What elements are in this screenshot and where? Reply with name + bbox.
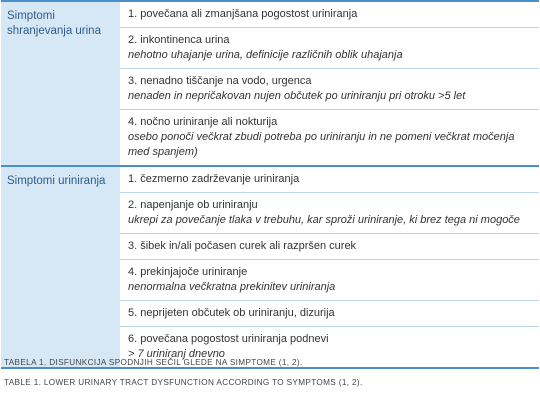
row-title: 6. povečana pogostost uriniranja podnevi <box>128 333 329 345</box>
row-title: 4. prekinjajoče uriniranje <box>128 266 248 278</box>
table-caption-slovenian: TABELA 1. DISFUNKCIJA SPODNJIH SEČIL GLEDE NA SIMPTOME (1, 2). <box>4 358 303 367</box>
row-description: osebo ponoči večkrat zbudi potreba po uriniranju in ne pomeni večkrat močenja med spanjem) <box>128 131 515 158</box>
row-title: 4. nočno uriniranje ali nokturija <box>128 116 278 128</box>
row-description: nenormalna večkratna prekinitev uriniranja <box>128 281 336 293</box>
table-caption-english: TABLE 1. LOWER URINARY TRACT DYSFUNCTION ACCORDING TO SYMPTOMS (1, 2). <box>4 378 363 387</box>
row-description: nenaden in nepričakovan nujen občutek po uriniranju pri otroku >5 let <box>128 90 466 102</box>
group-storage-symptoms <box>1 2 539 165</box>
group-voiding-symptoms <box>1 165 539 367</box>
table-row <box>120 301 539 327</box>
table-bottom-rule <box>1 367 539 369</box>
group-rows <box>120 2 539 165</box>
row-title: 3. nenadno tiščanje na vodo, urgenca <box>128 75 312 87</box>
table-row <box>120 167 539 193</box>
row-title: 5. neprijeten občutek ob uriniranju, dizurija <box>128 307 335 319</box>
table-row <box>120 69 539 110</box>
table-row <box>120 260 539 301</box>
group-rows <box>120 167 539 367</box>
group-label: Simptomi shranjevanja urina <box>1 2 120 165</box>
row-title: 2. inkontinenca urina <box>128 34 230 46</box>
row-title: 2. napenjanje ob uriniranju <box>128 199 258 211</box>
row-title: 1. čezmerno zadrževanje uriniranja <box>128 173 300 185</box>
row-title: 3. šibek in/ali počasen curek ali razpršen curek <box>128 240 357 252</box>
row-title: 1. povečana ali zmanjšana pogostost uriniranja <box>128 8 358 20</box>
group-label: Simptomi uriniranja <box>1 167 120 367</box>
table-row <box>120 234 539 260</box>
table-row <box>120 110 539 165</box>
table-row <box>120 193 539 234</box>
table-row <box>120 28 539 69</box>
row-description: ukrepi za povečanje tlaka v trebuhu, kar sproži uriniranje, ki brez tega ni mogoče <box>128 214 520 226</box>
row-description: > 7 uriniranj dnevno <box>128 348 225 360</box>
row-description: nehotno uhajanje urina, definicije različnih oblik uhajanja <box>128 49 403 61</box>
table-row <box>120 2 539 28</box>
